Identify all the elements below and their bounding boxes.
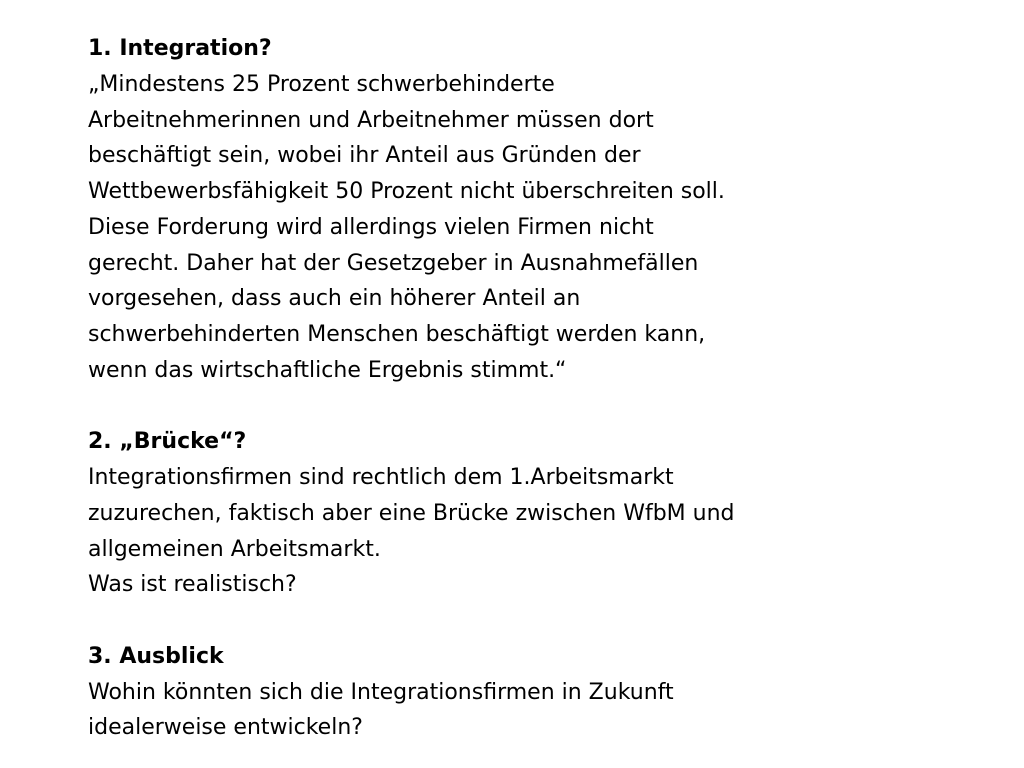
text-line: idealerweise entwickeln? [88, 715, 363, 741]
text-line: gerecht. Daher hat der Gesetzgeber in Ausnahmefällen [88, 250, 699, 276]
section-heading: 2. „Brücke“? [88, 429, 247, 455]
section-integration [88, 31, 988, 389]
text-line: schwerbehinderten Menschen beschäftigt werden kann, [88, 322, 706, 347]
text-line: „Mindestens 25 Prozent schwerbehinderte [88, 71, 555, 97]
text-line: zuzurechen, faktisch aber eine Brücke zwischen WfbM und [88, 500, 735, 526]
text-line: Integrationsfirmen sind rechtlich dem 1.Arbeitsmarkt [88, 465, 674, 490]
text-line: beschäftigt sein, wobei ihr Anteil aus Gründen der [88, 143, 641, 169]
text-line: allgemeinen Arbeitsmarkt. [88, 536, 381, 562]
section-ausblick [88, 639, 988, 746]
text-line: vorgesehen, dass auch ein höherer Anteil an [88, 286, 581, 312]
slide-content [88, 31, 988, 746]
text-line: Wettbewerbsfähigkeit 50 Prozent nicht überschreiten soll. [88, 179, 725, 204]
text-line: Arbeitnehmerinnen und Arbeitnehmer müssen dort [88, 107, 654, 133]
section-spacer [88, 389, 988, 425]
text-line: Wohin könnten sich die Integrationsfirmen in Zukunft [88, 679, 674, 705]
section-spacer [88, 603, 988, 639]
text-line: wenn das wirtschaftliche Ergebnis stimmt.“ [88, 357, 567, 383]
section-heading: 1. Integration? [88, 36, 272, 61]
section-bruecke [88, 424, 988, 603]
text-line: Diese Forderung wird allerdings vielen Firmen nicht [88, 214, 654, 240]
section-heading: 3. Ausblick [88, 643, 224, 669]
text-line: Was ist realistisch? [88, 572, 297, 598]
